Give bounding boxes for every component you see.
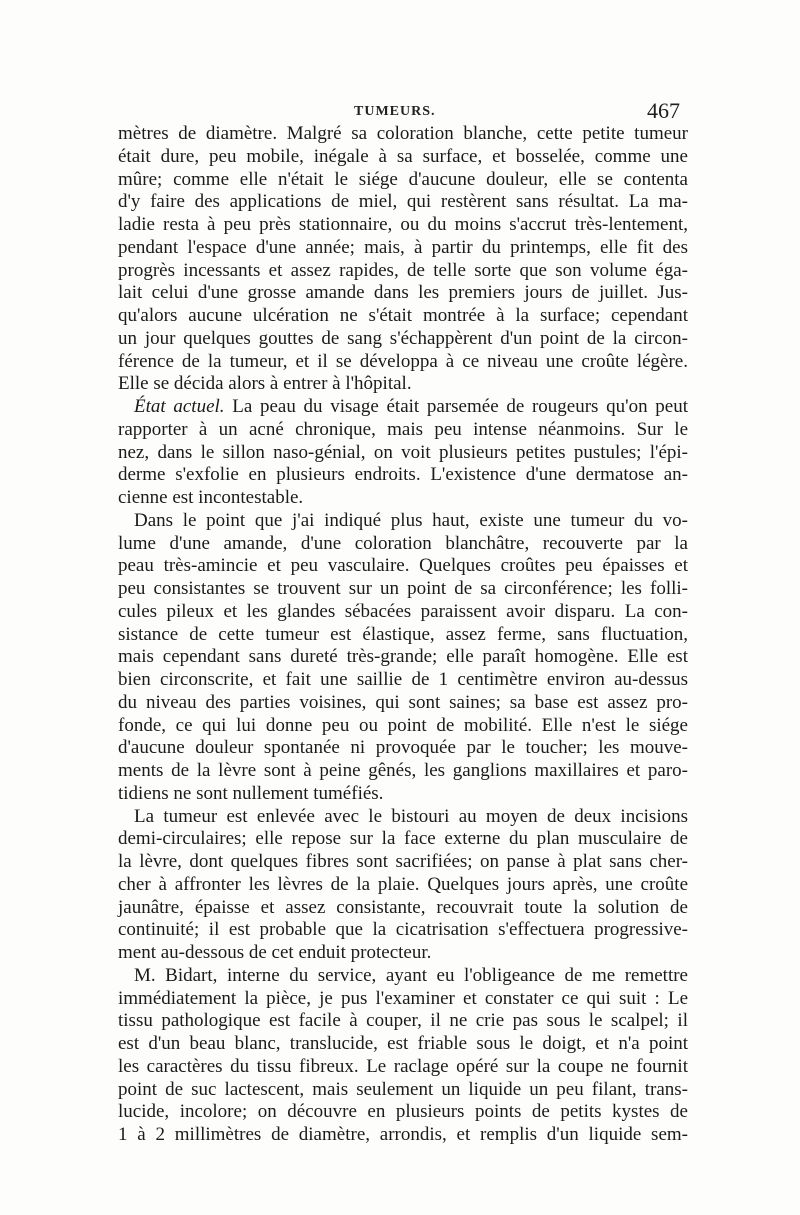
text-line: La tumeur est enlevée avec le bistouri au moyen de deux incisions xyxy=(134,805,688,827)
text-line: mais cependant sans dureté très-grande; elle paraît homogène. Elle est xyxy=(118,646,688,668)
text-line: nez, dans le sillon naso-génial, on voit plusieurs petites pustules; l'épi- xyxy=(118,441,688,463)
text-line: tissu pathologique est facile à couper, il ne crie pas sous le scalpel; il xyxy=(118,1010,688,1032)
text-line: du niveau des parties voisines, qui sont saines; sa base est assez pro- xyxy=(118,691,688,713)
text-line: Elle se décida alors à entrer à l'hôpital. xyxy=(118,373,412,395)
text-line: mûre; comme elle n'était le siége d'aucune douleur, elle se contenta xyxy=(118,168,688,190)
body-text xyxy=(118,123,688,1147)
text-line: jaunâtre, épaisse et assez consistante, recouvrait toute la solution de xyxy=(118,896,688,918)
text-line: point de suc lactescent, mais seulement un liquide un peu filant, trans- xyxy=(118,1078,688,1100)
text-line-content: La peau du visage était parsemée de rougeurs qu'on peut xyxy=(232,396,688,417)
text-line: lucide, incolore; on découvre en plusieurs points de petits kystes de xyxy=(118,1101,688,1123)
page-number: 467 xyxy=(647,98,680,123)
text-line: férence de la tumeur, et il se développa à ce niveau une croûte légère. xyxy=(118,350,688,372)
text-line: un jour quelques gouttes de sang s'échappèrent d'un point de la circon- xyxy=(118,327,688,349)
section-lead: État actuel. xyxy=(134,396,225,417)
text-line: qu'alors aucune ulcération ne s'était montrée à la surface; cependant xyxy=(118,305,688,326)
text-line: d'y faire des applications de miel, qui restèrent sans résultat. La ma- xyxy=(118,191,688,213)
text-line: rapporter à un acné chronique, mais peu intense néanmoins. Sur le xyxy=(118,418,688,440)
paragraph xyxy=(118,965,688,1147)
paragraph xyxy=(118,396,688,510)
paragraph xyxy=(118,123,688,396)
text-line: les caractères du tissu fibreux. Le raclage opéré sur la coupe ne fournit xyxy=(118,1055,688,1077)
text-line: fonde, ce qui lui donne peu ou point de mobilité. Elle n'est le siége xyxy=(118,714,688,736)
text-line: cher à affronter les lèvres de la plaie. Quelques jours après, une croûte xyxy=(118,873,688,895)
text-line: peau très-amincie et peu vasculaire. Quelques croûtes peu épaisses et xyxy=(118,555,688,577)
text-line: pendant l'espace d'une année; mais, à partir du printemps, elle fit des xyxy=(118,236,688,258)
paragraph xyxy=(118,510,688,806)
text-line xyxy=(118,396,688,419)
text-line: continuité; il est probable que la cicatrisation s'effectuera progressive- xyxy=(118,919,688,941)
text-line: bien circonscrite, et fait une saillie de 1 centimètre environ au-dessus xyxy=(118,669,688,690)
text-line: ment au-dessous de cet enduit protecteur. xyxy=(118,942,432,963)
text-line: ments de la lèvre sont à peine gênés, les ganglions maxillaires et paro- xyxy=(118,760,688,781)
text-line: progrès incessants et assez rapides, de telle sorte que son volume éga- xyxy=(118,259,688,281)
text-line: ladie resta à peu près stationnaire, ou du moins s'accrut très-lentement, xyxy=(118,214,688,235)
text-line: lume d'une amande, d'une coloration blanchâtre, recouverte par la xyxy=(118,532,688,554)
text-line: sistance de cette tumeur est élastique, assez ferme, sans fluctuation, xyxy=(118,623,688,645)
text-line: immédiatement la pièce, je pus l'examiner et constater ce qui suit : Le xyxy=(118,987,688,1009)
paragraph xyxy=(118,806,688,965)
text-line: d'aucune douleur spontanée ni provoquée par le toucher; les mouve- xyxy=(118,737,688,759)
text-line: est d'un beau blanc, translucide, est friable sous le doigt, et n'a point xyxy=(118,1033,688,1054)
text-line: cienne est incontestable. xyxy=(118,487,304,508)
text-line: Dans le point que j'ai indiqué plus haut, existe une tumeur du vo- xyxy=(134,509,688,531)
text-line: derme s'exfolie en plusieurs endroits. L'existence d'une dermatose an- xyxy=(118,464,688,486)
text-line: était dure, peu mobile, inégale à sa surface, et bosselée, comme une xyxy=(118,145,688,167)
running-header xyxy=(118,98,688,126)
text-line: peu consistantes se trouvent sur un point de sa circonférence; les folli- xyxy=(118,578,688,599)
text-line: la lèvre, dont quelques fibres sont sacrifiées; on panse à plat sans cher- xyxy=(118,851,688,872)
text-line: mètres de diamètre. Malgré sa coloration blanche, cette petite tumeur xyxy=(118,123,688,144)
text-line: 1 à 2 millimètres de diamètre, arrondis, et remplis d'un liquide sem- xyxy=(118,1124,688,1145)
text-line: cules pileux et les glandes sébacées paraissent avoir disparu. La con- xyxy=(118,600,688,622)
text-line: demi-circulaires; elle repose sur la face externe du plan musculaire de xyxy=(118,828,688,850)
text-line: tidiens ne sont nullement tuméfiés. xyxy=(118,782,384,804)
text-line: M. Bidart, interne du service, ayant eu l'obligeance de me remettre xyxy=(134,964,688,986)
running-title: TUMEURS. xyxy=(354,104,436,119)
text-line: lait celui d'une grosse amande dans les premiers jours de juillet. Jus- xyxy=(118,282,688,304)
